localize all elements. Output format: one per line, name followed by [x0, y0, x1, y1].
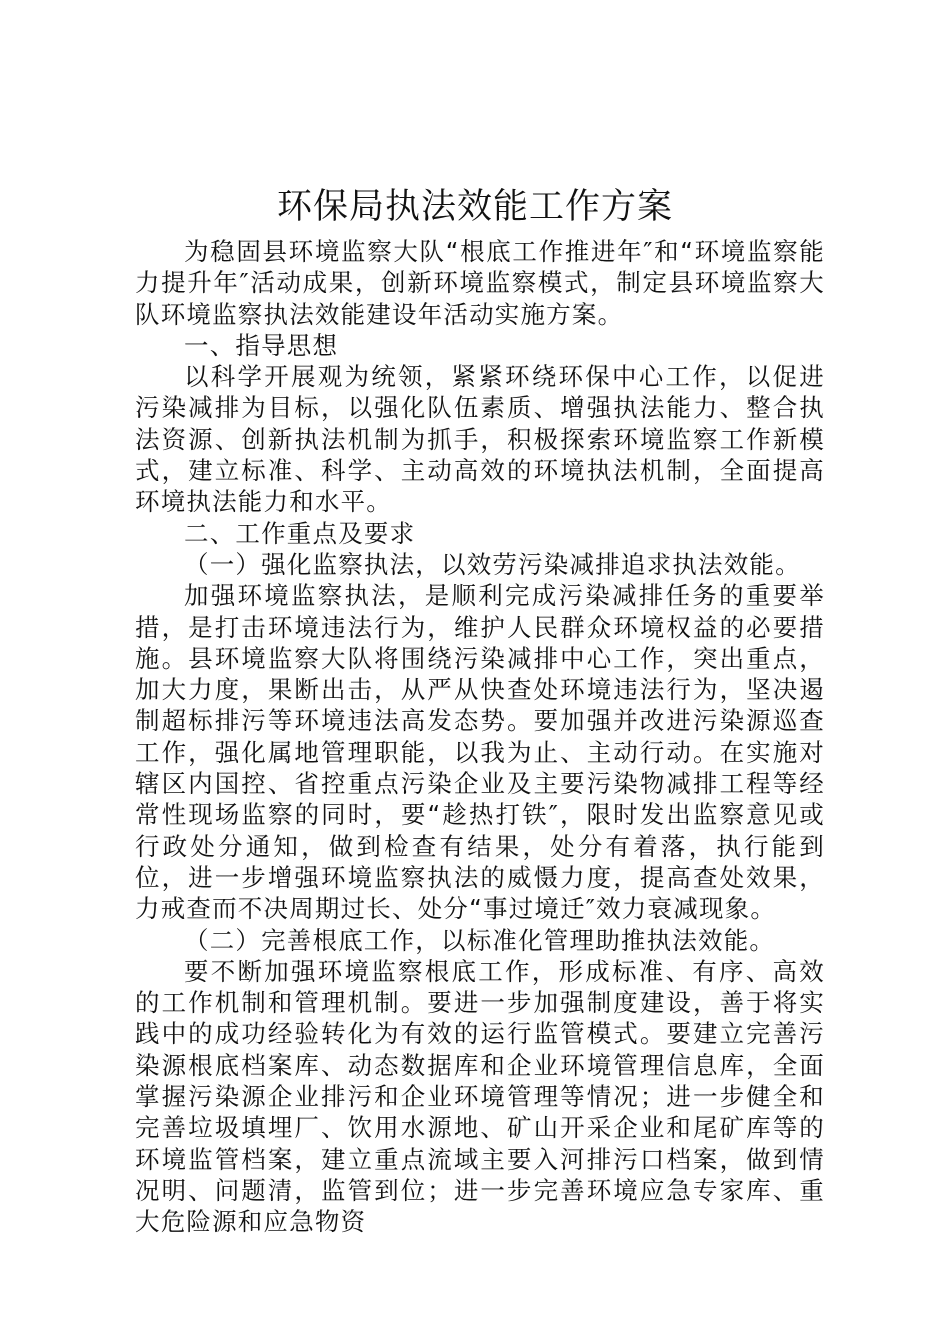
section-heading-guiding-ideology: 一、指导思想 [184, 330, 339, 360]
subsection-heading-2: （二）完善根底工作，以标准化管理助推执法效能。 [184, 925, 776, 955]
subsection-heading-1: （一）强化监察执法，以效劳污染减排追求执法效能。 [184, 549, 801, 579]
section-heading-work-focus: 二、工作重点及要求 [184, 518, 416, 548]
guiding-ideology-paragraph: 以科学开展观为统领，紧紧环绕环保中心工作，以促进污染减排为目标，以强化队伍素质、增强执法能力、整合执法资源、创新执法机制为抓手，积极探索环境监察工作新模式，建立标准、科学、主动高效的环境执法机制，全面提高环境执法能力和水平。 [135, 362, 825, 517]
document-title: 环保局执法效能工作方案 [276, 187, 673, 227]
document-body [135, 236, 825, 1238]
subsection-1-paragraph: 加强环境监察执法，是顺利完成污染减排任务的重要举措，是打击环境违法行为，维护人民群众环境权益的必要措施。县环境监察大队将围绕污染减排中心工作，突出重点，加大力度，果断出击，从严从快查处环境违法行为，坚决遏制超标排污等环境违法高发态势。要加强并改进污染源巡查工作，强化属地管理职能，以我为止、主动行动。在实施对辖区内国控、省控重点污染企业及主要污染物减排工程等经常性现场监察的同时，要“趁热打铁″，限时发出监察意见或行政处分通知，做到检查有结果，处分有着落，执行能到位，进一步增强环境监察执法的威慑力度，提高查处效果，力戒查而不决周期过长、处分“事过境迁″效力衰减现象。 [135, 581, 825, 924]
intro-paragraph: 为稳固县环境监察大队“根底工作推进年″和“环境监察能力提升年″活动成果，创新环境监察模式，制定县环境监察大队环境监察执法效能建设年活动实施方案。 [135, 237, 825, 329]
subsection-2-paragraph: 要不断加强环境监察根底工作，形成标准、有序、高效的工作机制和管理机制。要进一步加强制度建设，善于将实践中的成功经验转化为有效的运行监管模式。要建立完善污染源根底档案库、动态数据库和企业环境管理信息库，全面掌握污染源企业排污和企业环境管理等情况；进一步健全和完善垃圾填埋厂、饮用水源地、矿山开采企业和尾矿库等的环境监管档案，建立重点流域主要入河排污口档案，做到情况明、问题清，监管到位；进一步完善环境应急专家库、重大危险源和应急物资 [135, 956, 825, 1237]
